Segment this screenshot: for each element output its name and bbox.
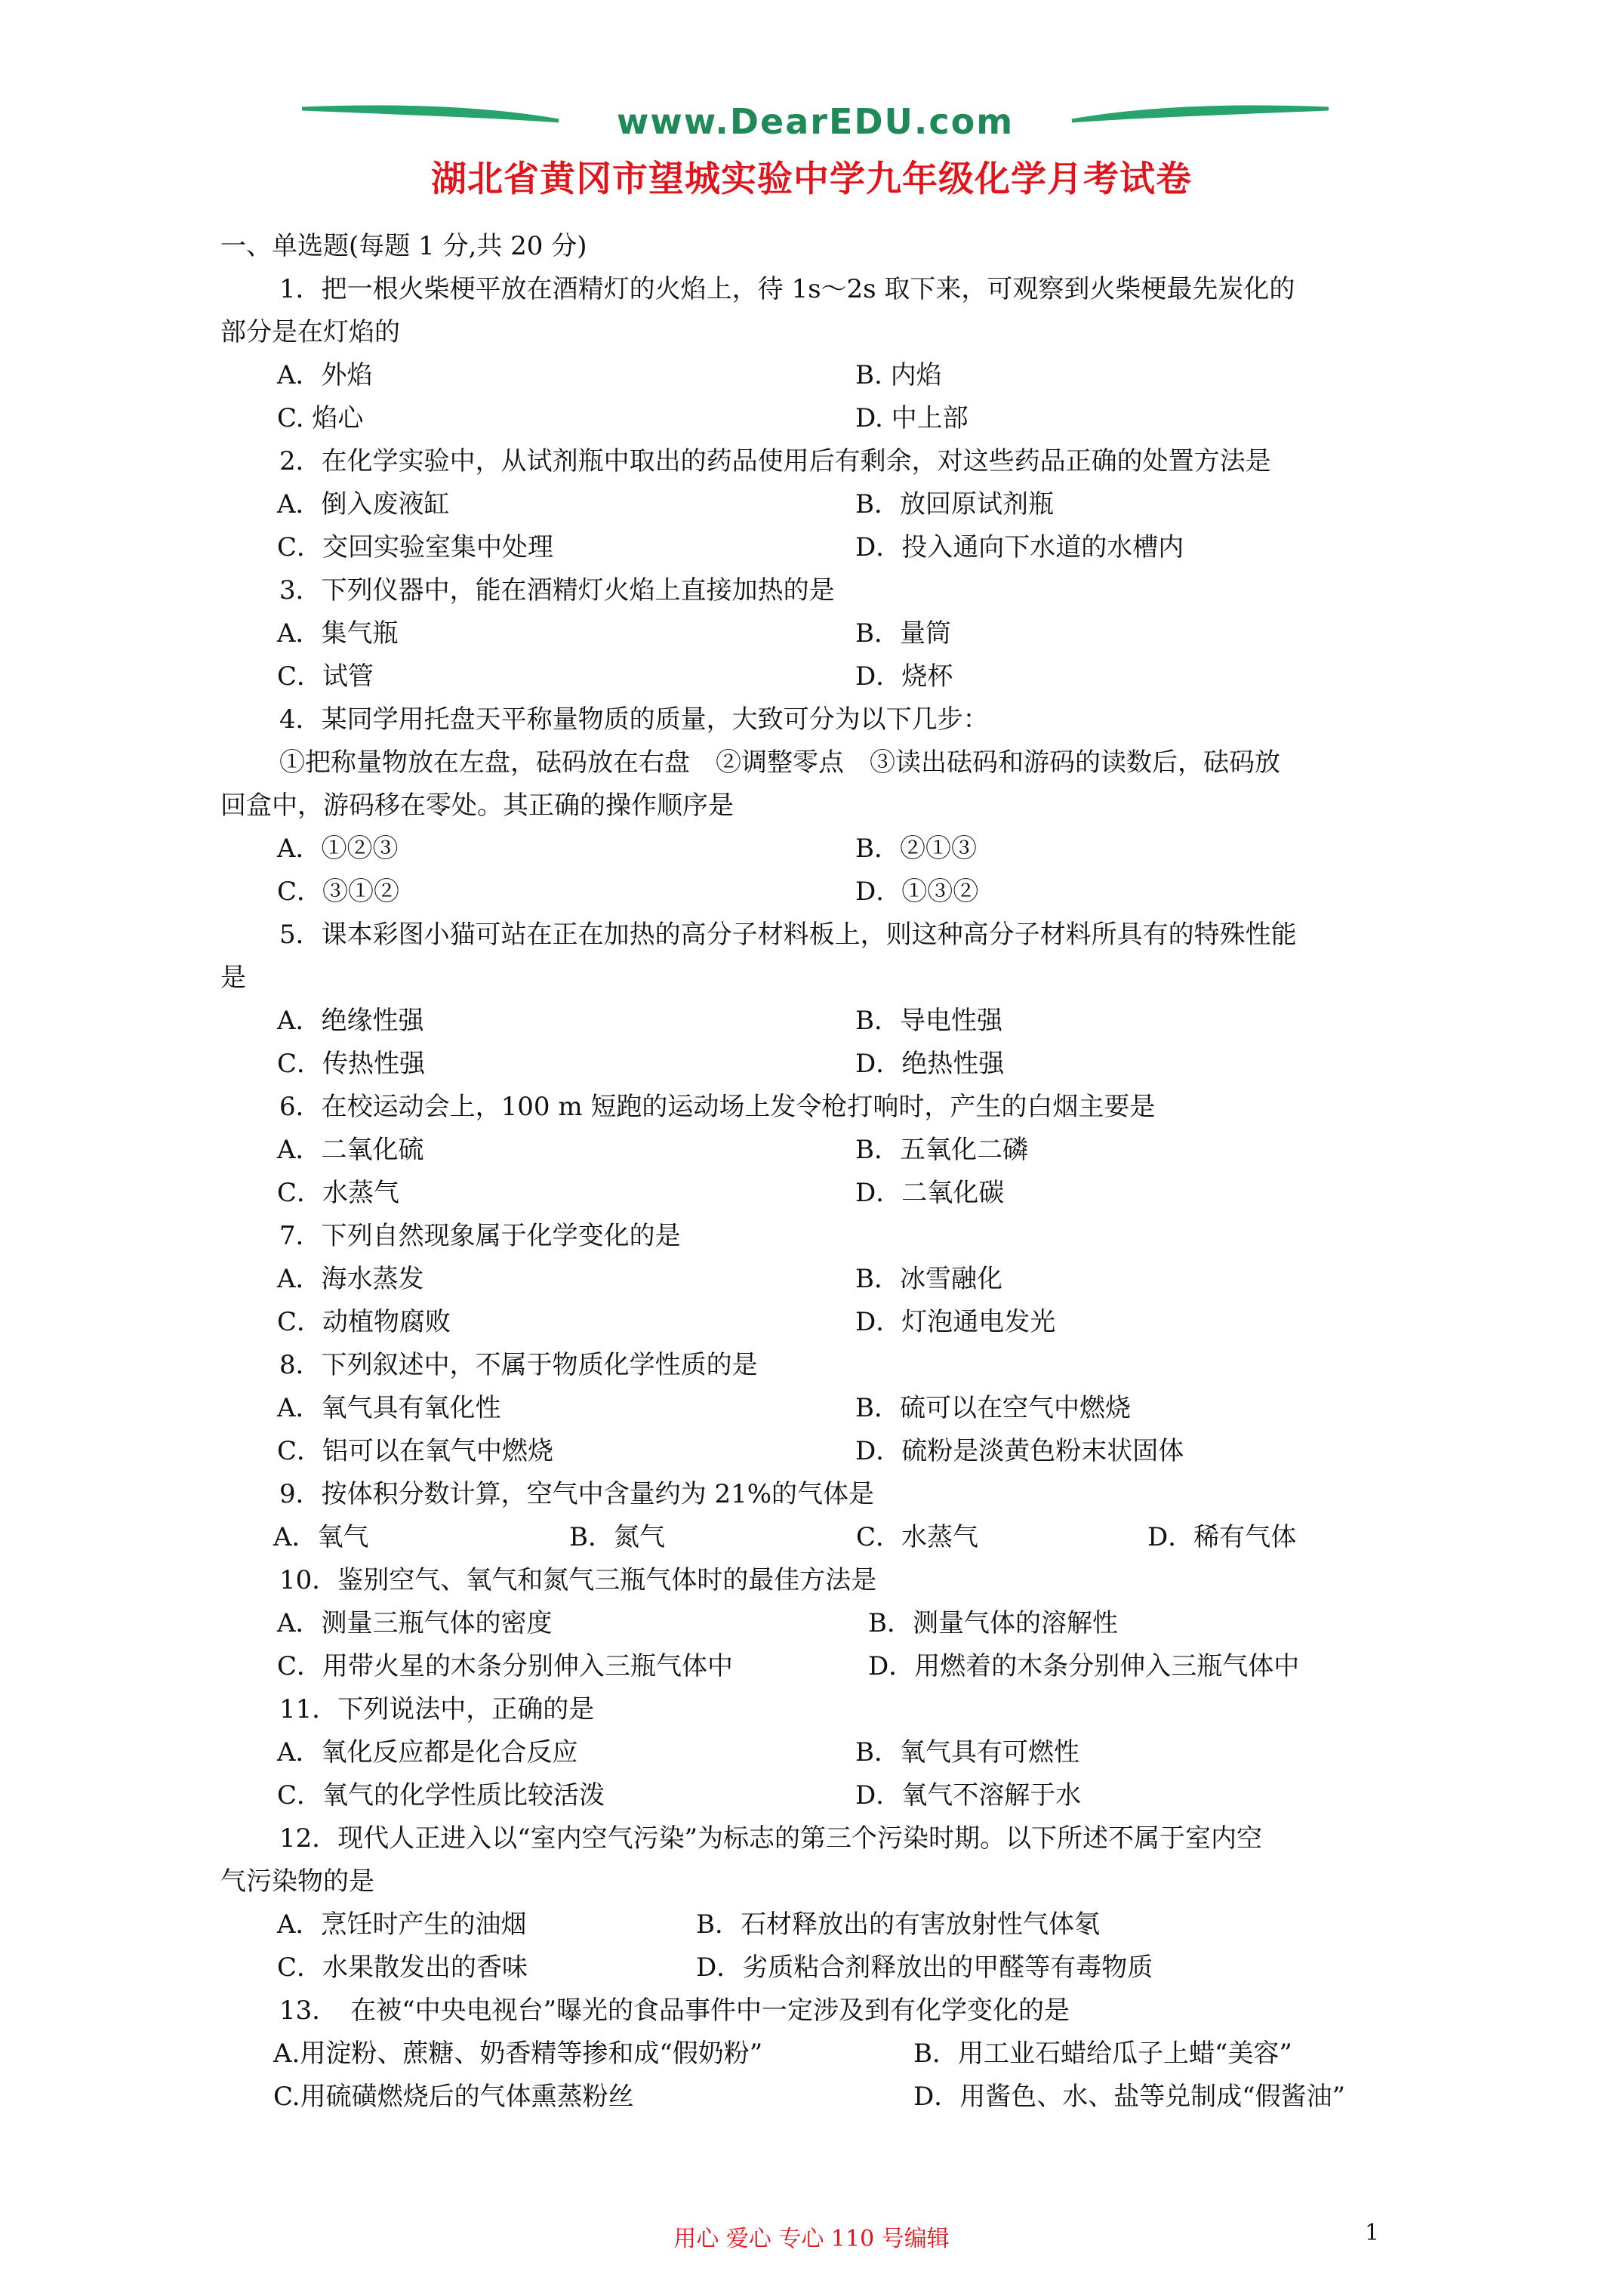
option-c[interactable]: C．传热性强 <box>277 1049 426 1079</box>
option-row <box>220 871 1413 914</box>
option-row <box>220 526 1413 569</box>
option-row <box>220 1258 1413 1301</box>
option-row <box>220 2032 1413 2076</box>
option-row <box>220 1430 1413 1473</box>
option-d[interactable]: D．灯泡通电发光 <box>855 1307 1056 1337</box>
footer-slogan: 用心 爱心 专心 110 号编辑 <box>673 2226 950 2252</box>
option-d[interactable]: D．二氧化碳 <box>855 1178 1005 1208</box>
question-stem: 3．下列仪器中，能在酒精灯火焰上直接加热的是 <box>279 575 835 606</box>
option-a[interactable]: A．二氧化硫 <box>277 1135 424 1165</box>
question-list <box>220 268 1413 2119</box>
option-b[interactable]: B. 内焰 <box>855 360 942 390</box>
question-stem: 10．鉴别空气、氧气和氮气三瓶气体时的最佳方法是 <box>279 1565 877 1595</box>
question-7 <box>220 1215 1413 1344</box>
option-row <box>220 1129 1413 1172</box>
option-c[interactable]: C．水蒸气 <box>277 1178 400 1208</box>
option-row <box>220 1387 1413 1430</box>
question-stem: 气污染物的是 <box>220 1866 374 1897</box>
option-c[interactable]: C．水蒸气 <box>856 1522 979 1552</box>
option-a[interactable]: A．氧气 <box>273 1522 369 1552</box>
question-stem: 2．在化学实验中，从试剂瓶中取出的药品使用后有剩余，对这些药品正确的处置方法是 <box>279 446 1271 476</box>
option-a[interactable]: A．集气瓶 <box>277 618 399 649</box>
option-b[interactable]: B．导电性强 <box>855 1006 1002 1036</box>
question-stem: 是 <box>220 963 246 993</box>
option-row <box>220 1602 1413 1645</box>
option-a[interactable]: A．氧化反应都是化合反应 <box>277 1737 578 1767</box>
question-stem: 6．在校运动会上，100 m 短跑的运动场上发令枪打响时，产生的白烟主要是 <box>279 1092 1156 1122</box>
option-b[interactable]: B．用工业石蜡给瓜子上蜡“美容” <box>913 2039 1292 2069</box>
option-b[interactable]: B．氧气具有可燃性 <box>855 1737 1079 1767</box>
option-row <box>220 612 1413 655</box>
question-1 <box>220 268 1413 440</box>
option-row <box>220 1774 1413 1817</box>
option-row <box>220 483 1413 526</box>
option-row <box>220 1731 1413 1774</box>
option-row <box>220 1301 1413 1344</box>
option-c[interactable]: C．水果散发出的香味 <box>277 1952 528 1983</box>
option-b[interactable]: B．②①③ <box>855 834 977 864</box>
option-row <box>220 1946 1413 1989</box>
option-a[interactable]: A．倒入废液缸 <box>277 489 450 519</box>
option-c[interactable]: C．氧气的化学性质比较活泼 <box>277 1780 605 1811</box>
option-c[interactable]: C．动植物腐败 <box>277 1307 451 1337</box>
exam-body <box>220 225 1413 2119</box>
option-d[interactable]: D. 中上部 <box>855 403 969 433</box>
option-b[interactable]: B．量筒 <box>855 618 951 649</box>
option-b[interactable]: B．氮气 <box>569 1522 665 1552</box>
question-stem: 9．按体积分数计算，空气中含量约为 21%的气体是 <box>279 1479 875 1509</box>
question-8 <box>220 1344 1413 1473</box>
option-c[interactable]: C．③①② <box>277 877 400 907</box>
option-row <box>220 354 1413 397</box>
option-row <box>220 1903 1413 1946</box>
option-d[interactable]: D．氧气不溶解于水 <box>855 1780 1082 1811</box>
option-b[interactable]: B．石材释放出的有害放射性气体氡 <box>696 1909 1100 1940</box>
question-stem: 11．下列说法中，正确的是 <box>279 1694 595 1724</box>
option-d[interactable]: D．劣质粘合剂释放出的甲醛等有毒物质 <box>696 1952 1153 1983</box>
question-6 <box>220 1086 1413 1215</box>
option-row <box>220 1000 1413 1043</box>
page-number: 1 <box>1365 2220 1380 2246</box>
option-a[interactable]: A．外焰 <box>277 360 373 390</box>
question-stem: 4．某同学用托盘天平称量物质的质量，大致可分为以下几步： <box>279 704 989 735</box>
question-stem: 7．下列自然现象属于化学变化的是 <box>279 1221 681 1251</box>
option-row <box>220 655 1413 698</box>
option-a[interactable]: A．烹饪时产生的油烟 <box>277 1909 527 1940</box>
site-url[interactable]: www.DearEDU.com <box>616 101 1015 142</box>
question-stem: 13． 在被“中央电视台”曝光的食品事件中一定涉及到有化学变化的是 <box>279 1996 1070 2026</box>
option-row <box>220 1043 1413 1086</box>
question-10 <box>220 1559 1413 1688</box>
option-b[interactable]: B．五氧化二磷 <box>855 1135 1028 1165</box>
option-d[interactable]: D．①③② <box>855 877 979 907</box>
question-stem: 回盒中，游码移在零处。其正确的操作顺序是 <box>220 791 734 821</box>
option-a[interactable]: A．海水蒸发 <box>277 1264 424 1294</box>
option-a[interactable]: A．氧气具有氧化性 <box>277 1393 501 1423</box>
page-title: 湖北省黄冈市望城实验中学九年级化学月考试卷 <box>431 159 1192 200</box>
option-b[interactable]: B．测量气体的溶解性 <box>868 1608 1118 1638</box>
option-a[interactable]: A．测量三瓶气体的密度 <box>277 1608 553 1638</box>
question-stem: 1．把一根火柴梗平放在酒精灯的火焰上，待 1s～2s 取下来，可观察到火柴梗最先炭化的 <box>279 274 1295 304</box>
option-d[interactable]: D．稀有气体 <box>1147 1522 1297 1552</box>
option-d[interactable]: D．用酱色、水、盐等兑制成“假酱油” <box>913 2082 1346 2112</box>
question-stem: 部分是在灯焰的 <box>220 317 400 347</box>
option-row <box>220 1172 1413 1215</box>
question-stem: 12．现代人正进入以“室内空气污染”为标志的第三个污染时期。以下所述不属于室内空 <box>279 1823 1263 1854</box>
section-heading: 一、单选题(每题 1 分,共 20 分) <box>220 231 587 261</box>
question-2 <box>220 440 1413 569</box>
option-row <box>220 2076 1413 2119</box>
question-stem: 5．课本彩图小猫可站在正在加热的高分子材料板上，则这种高分子材料所具有的特殊性能 <box>279 920 1297 950</box>
option-d[interactable]: D．投入通向下水道的水槽内 <box>855 532 1184 562</box>
question-5 <box>220 914 1413 1086</box>
option-d[interactable]: D．用燃着的木条分别伸入三瓶气体中 <box>868 1651 1300 1681</box>
option-d[interactable]: D．绝热性强 <box>855 1049 1005 1079</box>
option-c[interactable]: C．交回实验室集中处理 <box>277 532 554 562</box>
question-13 <box>220 1989 1413 2119</box>
option-row <box>220 1645 1413 1688</box>
option-b[interactable]: B．硫可以在空气中燃烧 <box>855 1393 1131 1423</box>
option-d[interactable]: D．烧杯 <box>855 661 953 692</box>
question-stem: ①把称量物放在左盘，砝码放在右盘 ②调整零点 ③读出砝码和游码的读数后，砝码放 <box>279 747 1280 778</box>
option-c[interactable]: C．铝可以在氧气中燃烧 <box>277 1436 554 1466</box>
option-c[interactable]: C．试管 <box>277 661 374 692</box>
option-a[interactable]: A．①②③ <box>277 834 399 864</box>
question-9 <box>220 1473 1413 1559</box>
option-d[interactable]: D．硫粉是淡黄色粉末状固体 <box>855 1436 1184 1466</box>
option-c[interactable]: C．用带火星的木条分别伸入三瓶气体中 <box>277 1651 734 1681</box>
option-b[interactable]: B．放回原试剂瓶 <box>855 489 1054 519</box>
option-b[interactable]: B．冰雪融化 <box>855 1264 1002 1294</box>
option-c[interactable]: C. 焰心 <box>277 403 364 433</box>
option-c[interactable]: C.用硫磺燃烧后的气体熏蒸粉丝 <box>273 2082 634 2112</box>
option-row <box>220 1516 1413 1559</box>
question-4 <box>220 698 1413 914</box>
question-11 <box>220 1688 1413 1817</box>
question-12 <box>220 1817 1413 1989</box>
option-row <box>220 827 1413 871</box>
option-row <box>220 397 1413 440</box>
question-stem: 8．下列叙述中，不属于物质化学性质的是 <box>279 1350 758 1380</box>
option-a[interactable]: A．绝缘性强 <box>277 1006 424 1036</box>
question-3 <box>220 569 1413 698</box>
option-a[interactable]: A.用淀粉、蔗糖、奶香精等掺和成“假奶粉” <box>273 2039 763 2069</box>
page-footer <box>0 2220 1623 2257</box>
